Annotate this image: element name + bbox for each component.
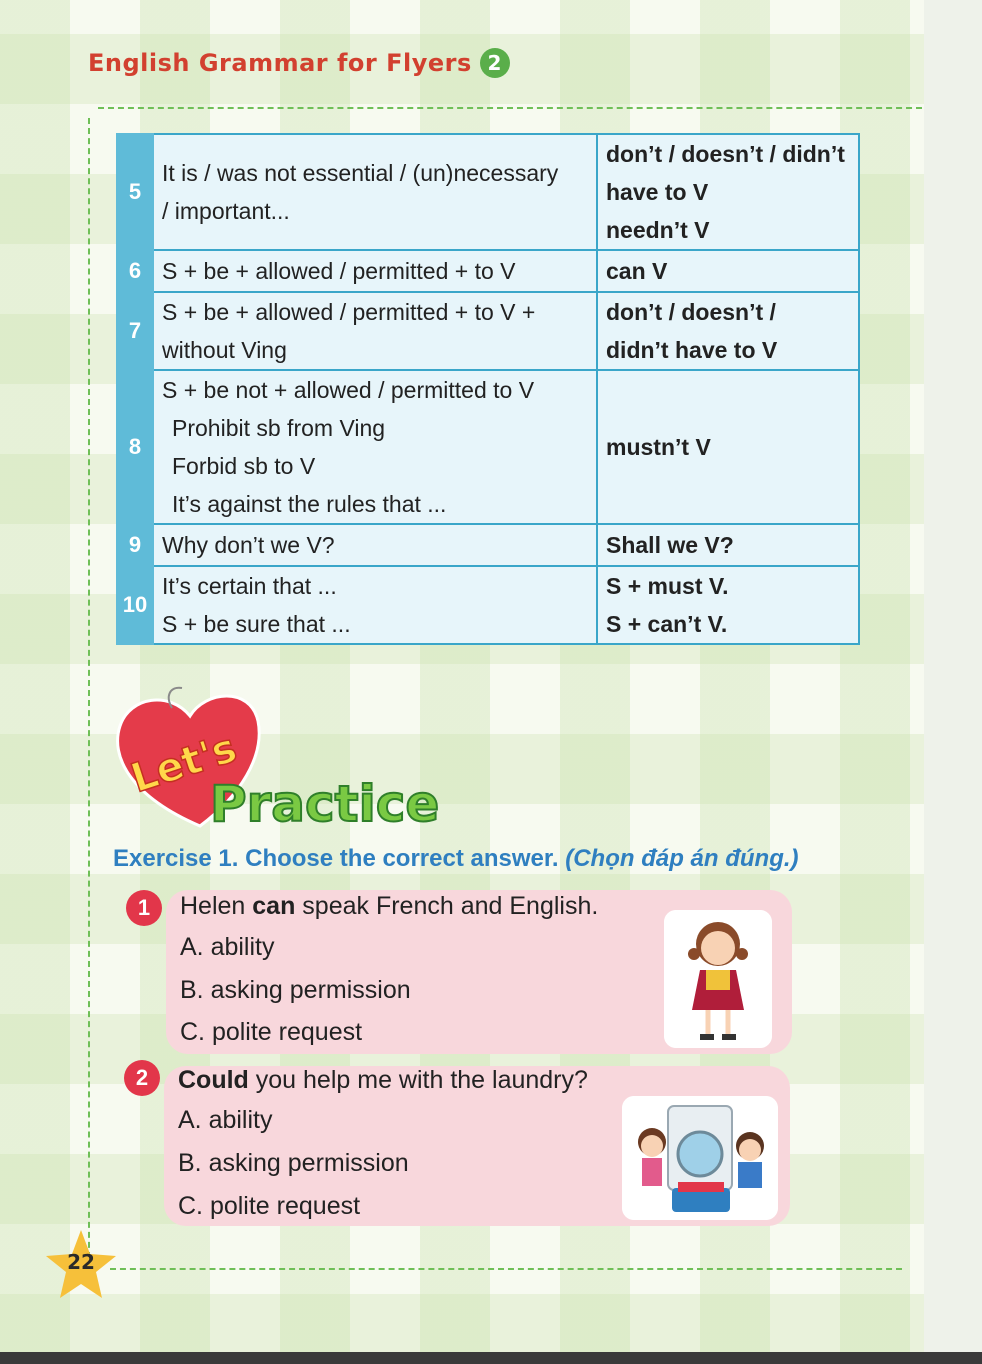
structure-cell [153,134,597,250]
option-c[interactable]: C. polite request [180,1018,363,1046]
question-stem [180,892,598,921]
book-title: English Grammar for Flyers [88,49,472,77]
structure-line: / important... [162,198,290,224]
grammar-table [116,133,860,645]
structure-line: S + be not + allowed / permitted to V [162,377,535,403]
structure-line: It is / was not essential / (un)necessary [162,160,559,186]
equivalent-line: can V [606,258,668,284]
dashed-border-top [98,107,922,109]
lets-practice-logo [110,686,450,836]
structure-line: Why don’t we V? [162,532,335,558]
page-bottom-edge [0,1352,982,1364]
exercise-label: Exercise 1. [113,845,239,872]
dashed-border-left [88,118,90,1268]
stem-after: you help me with the laundry? [248,1066,588,1094]
structure-line: without Ving [162,337,287,363]
question-number-badge: 2 [124,1060,160,1096]
equivalent-line: don’t / doesn’t / didn’t [606,141,845,167]
question-card [164,1066,790,1226]
row-number: 6 [117,250,153,292]
structure-line: S + be + allowed / permitted + to V [162,258,516,284]
equivalent-cell [597,566,859,644]
logo-lets-text: Let's [125,725,243,803]
question-card [166,890,792,1054]
table-row [117,566,859,644]
option-a[interactable]: A. ability [178,1106,273,1134]
structure-cell [153,292,597,370]
equivalent-line: needn’t V [606,217,710,243]
equivalent-line: mustn’t V [606,434,711,460]
table-row [117,250,859,292]
equivalent-cell [597,370,859,524]
page-number: 22 [67,1250,95,1274]
structure-cell [153,370,597,524]
structure-line: S + be + allowed / permitted + to V + [162,299,536,325]
table-row [117,292,859,370]
equivalent-line: don’t / doesn’t / [606,299,776,325]
structure-line: Prohibit sb from Ving [172,415,386,441]
structure-line: S + be sure that ... [162,611,351,637]
stem-keyword: can [252,892,296,920]
option-c[interactable]: C. polite request [178,1192,361,1220]
equivalent-line: didn’t have to V [606,337,778,363]
equivalent-line: Shall we V? [606,532,734,558]
row-number: 7 [117,292,153,370]
stem-keyword: Could [178,1066,249,1094]
table-row [117,134,859,250]
structure-cell [153,566,597,644]
structure-line: Forbid sb to V [172,453,316,479]
equivalent-line: S + must V. [606,573,729,599]
laundry-illustration-icon [622,1096,778,1220]
stem-after: speak French and English. [295,892,599,920]
page-right-edge [924,0,982,1352]
equivalent-cell [597,134,859,250]
row-number: 5 [117,134,153,250]
page-number-badge [44,1228,118,1300]
exercise-instruction: Choose the correct answer. [245,845,559,872]
equivalent-cell [597,250,859,292]
logo-practice-text: Practice [210,775,440,833]
girl-illustration-icon [664,910,772,1048]
structure-line: It’s against the rules that ... [172,491,447,517]
structure-cell [153,524,597,566]
stem-before: Helen [180,892,253,920]
equivalent-line: S + can’t V. [606,611,728,637]
book-number-badge: 2 [480,48,510,78]
option-a[interactable]: A. ability [180,933,275,961]
option-b[interactable]: B. asking permission [180,976,411,1004]
table-row [117,524,859,566]
row-number: 8 [117,370,153,524]
question-stem [178,1066,588,1095]
equivalent-cell [597,292,859,370]
row-number: 10 [117,566,153,644]
equivalent-cell [597,524,859,566]
book-header [88,48,510,78]
row-number: 9 [117,524,153,566]
option-b[interactable]: B. asking permission [178,1149,409,1177]
exercise-instruction-vn: (Chọn đáp án đúng.) [565,845,799,872]
table-row [117,370,859,524]
dashed-border-bottom [110,1268,902,1270]
structure-cell [153,250,597,292]
question-number-badge: 1 [126,890,162,926]
structure-line: It’s certain that ... [162,573,337,599]
equivalent-line: have to V [606,179,709,205]
exercise-title [113,845,799,873]
